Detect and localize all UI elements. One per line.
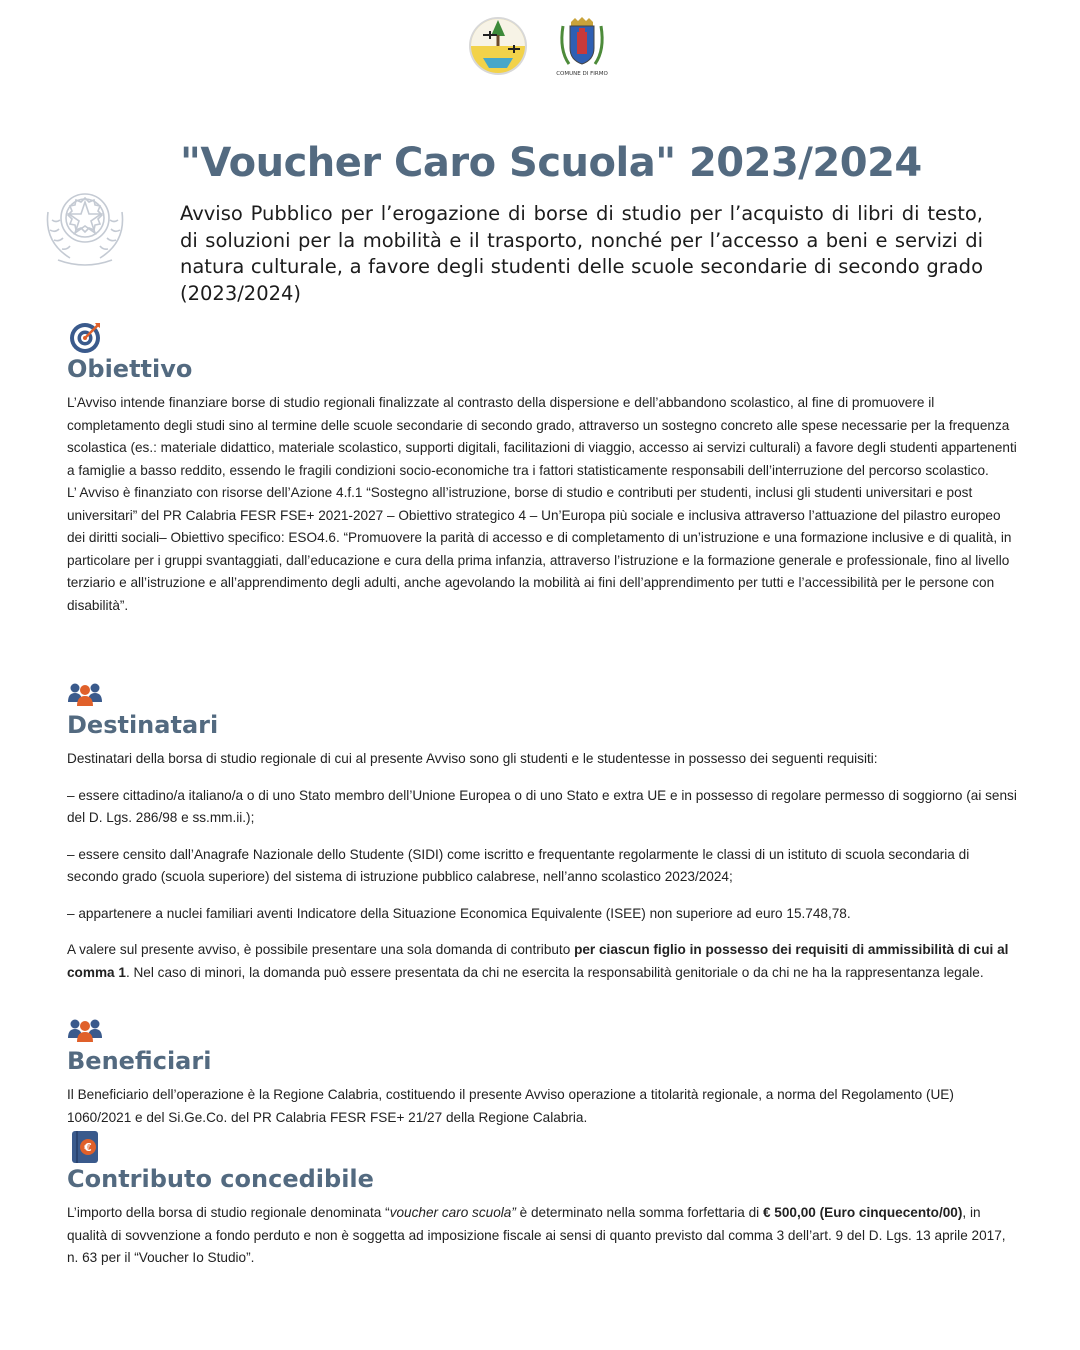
section-title: Contributo concedibile	[67, 1165, 374, 1193]
svg-text:€: €	[84, 1141, 92, 1154]
comune-di-firmo-crest	[551, 12, 613, 78]
section-beneficiari	[67, 1012, 1019, 1129]
section-title: Destinatari	[67, 711, 219, 739]
obiettivo-paragraph-2: L’ Avviso è finanziato con risorse dell’Azione 4.f.1 “Sostegno all’istruzione, borse di studio e contributi per studenti, inclusi gli studenti universitari e post universitari” del PR Calabria FESR FSE+ 2021-2027 – Obiettivo strategico 4 – Un’Europa più sociale e inclusiva attraverso l’attuazione del pilastro europeo dei diritti sociali– Obiettivo specifico: ESO4.6. “Promuovere la parità di accesso e di completamento di un’istruzione e una formazione inclusive e di qualità, in particolare per i gruppi svantaggiati, dall’educazione e cura della prima infanzia, attraverso l’istruzione e la formazione generale e professionale, fino al livello terziario e all’istruzione e all’apprendimento degli adulti, anche agevolando la mobilità ai fini dell’apprendimento per tutti e l’accessibilità per le persone con disabilità”.	[67, 485, 1012, 613]
section-title: Beneficiari	[67, 1047, 212, 1075]
people-group-icon	[67, 1012, 103, 1046]
section-contributo	[67, 1130, 1019, 1270]
euro-book-icon	[67, 1130, 103, 1164]
comune-caption: COMUNE DI FIRMO	[556, 71, 608, 77]
contributo-text: L’importo della borsa di studio regionale denominata “voucher caro scuola” è determinato nella somma forfettaria di € 500,00 (Euro cinquecento/00), in qualità di sovvenzione a fondo perduto e non è soggetta ad imposizione fiscale ai sensi di quanto previsto dal comma 3 dell’art. 9 del D. Lgs. 13 aprile 2017, n. 63 per il “Voucher Io Studio”.	[67, 1205, 1006, 1265]
target-icon	[67, 320, 103, 354]
italian-republic-emblem	[38, 172, 132, 276]
obiettivo-paragraph-1: L’Avviso intende finanziare borse di studio regionali finalizzate al contrasto della dispersione e dell’abbandono scolastico, al fine di promuovere il completamento degli studi sino al termine delle scuole secondarie di secondo grado, attraverso un sostegno concreto alle spese necessarie per la frequenza scolastica (es.: materiale didattico, materiale scolastico, supporti digitali, facilitazioni di viaggio, accesso ai servizi culturali) a favore degli studenti appartenenti a famiglie a basso reddito, essendo le fragili condizioni socio-economiche tra i fattori statisticamente responsabili dell’interruzione del percorso scolastico.	[67, 395, 1017, 478]
people-group-icon	[67, 676, 103, 710]
destinatari-note: A valere sul presente avviso, è possibile presentare una sola domanda di contributo per ciascun figlio in possesso dei requisiti di ammissibilità di cui al comma 1. Nel caso di minori, la domanda può essere presentata da chi ne esercita la responsabilità genitoriale o da chi ne ha la rappresentanza legale.	[67, 942, 1009, 980]
section-obiettivo	[67, 320, 1019, 617]
page-subtitle: Avviso Pubblico per l’erogazione di borse di studio per l’acquisto di libri di testo, di soluzioni per la mobilità e il trasporto, nonché per l’accesso a beni e servizi di natura culturale, a favore degli studenti delle scuole secondarie di secondo grado (2023/2024)	[180, 202, 983, 305]
beneficiari-text: Il Beneficiario dell’operazione è la Regione Calabria, costituendo il presente Avviso operazione a titolarità regionale, a norma del Regolamento (UE) 1060/2021 e del Si.Ge.Co. del PR Calabria FESR FSE+ 21/27 della Regione Calabria.	[67, 1087, 954, 1125]
page-title: "Voucher Caro Scuola" 2023/2024	[180, 140, 922, 186]
section-title: Obiettivo	[67, 355, 193, 383]
section-destinatari	[67, 676, 1019, 998]
destinatari-intro: Destinatari della borsa di studio regionale di cui al presente Avviso sono gli studenti e le studentesse in possesso dei seguenti requisiti:	[67, 751, 878, 766]
requirement-item: – appartenere a nuclei familiari aventi Indicatore della Situazione Economica Equivalente (ISEE) non superiore ad euro 15.748,78.	[67, 905, 851, 921]
header-logos	[0, 12, 1080, 78]
requirement-item: – essere censito dall’Anagrafe Nazionale dello Studente (SIDI) come iscritto e frequentante regolarmente le classi di un istituto di scuola secondaria di secondo grado (scuola superiore) del sistema di istruzione pubblico calabrese, nell’anno scolastico 2023/2024;	[67, 846, 970, 884]
requirement-item: – essere cittadino/a italiano/a o di uno Stato membro dell’Unione Europea o di uno Stato e extra UE e in possesso di regolare permesso di soggiorno (ai sensi del D. Lgs. 286/98 e ss.mm.ii.);	[67, 787, 1017, 825]
regione-calabria-logo	[467, 12, 529, 78]
